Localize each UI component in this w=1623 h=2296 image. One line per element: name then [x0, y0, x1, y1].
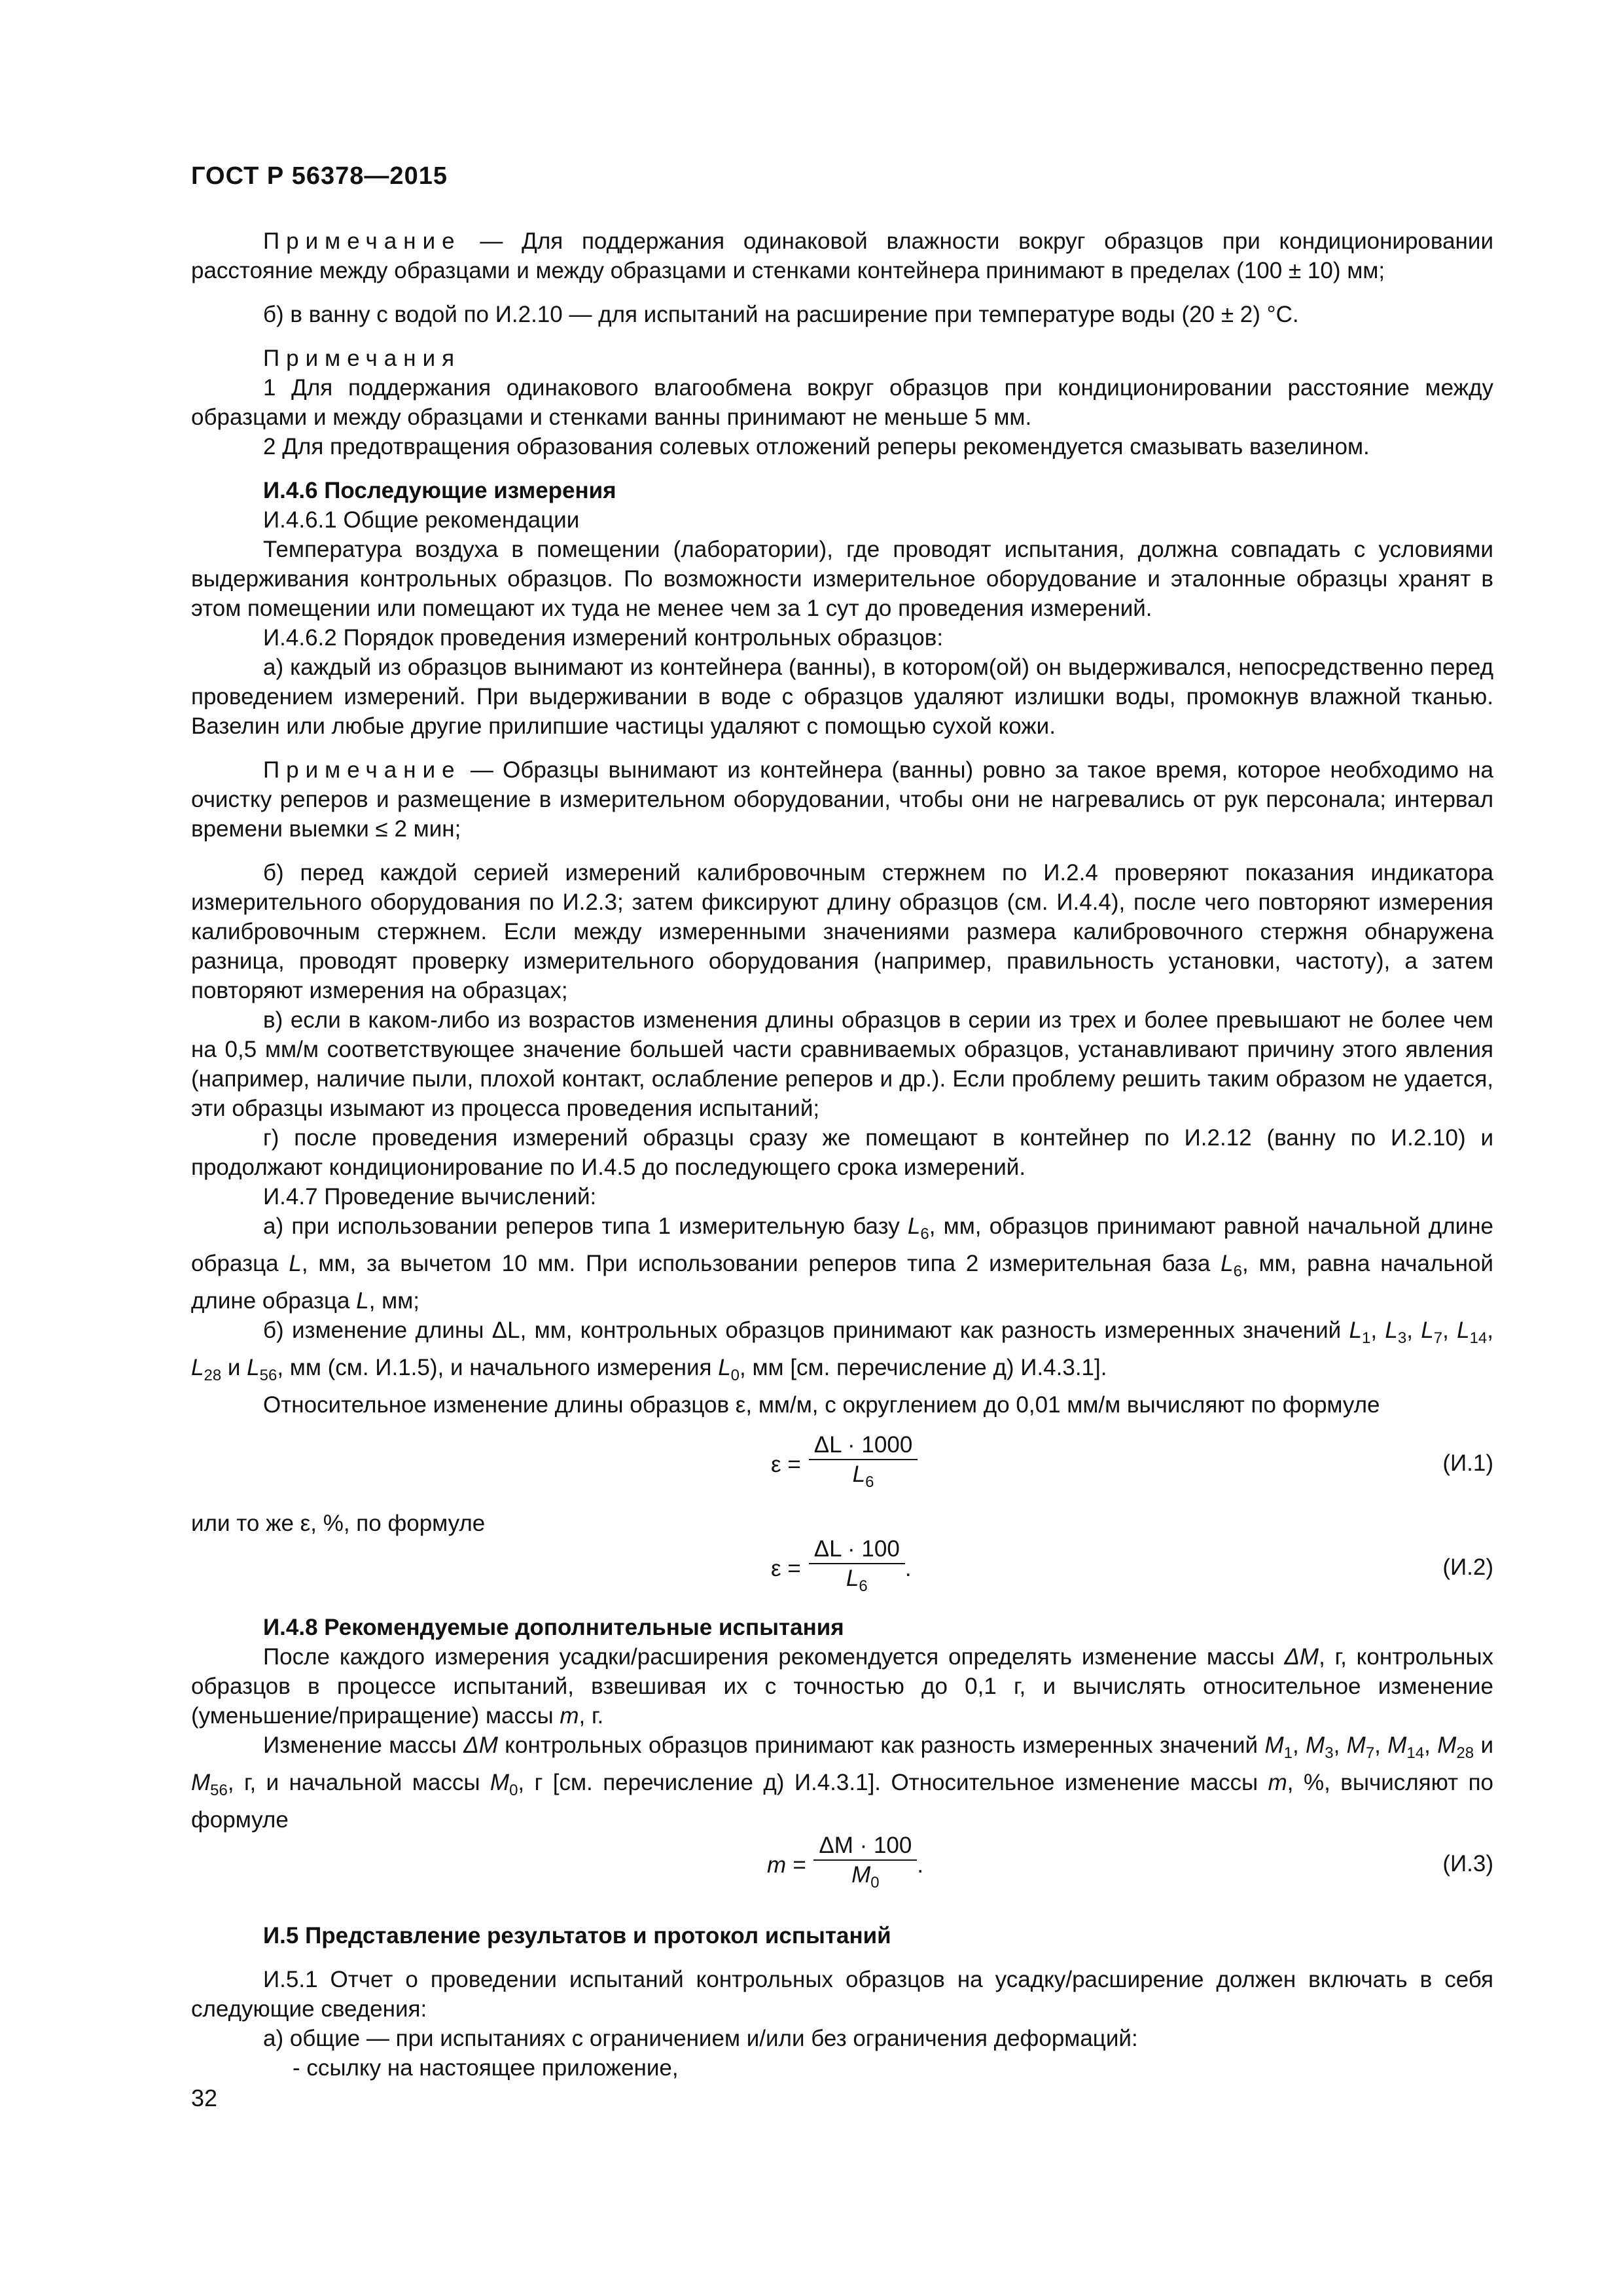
list-item-a: а) каждый из образцов вынимают из контейнера (ванны), в котором(ой) он выдерживался, непосредственно перед проведением измерений. При выдерживании в воде с образцов удаляют излишки воды, промокнув влажной тканью. Вазелин или любые другие прилипшие частицы удаляют с помощью сухой кожи. — [191, 655, 1493, 739]
paragraph-4-6-1: Температура воздуха в помещении (лаборатории), где проводят испытания, должна совпадать с условиями выдерживания контрольных образцов. По возможности измерительное оборудование и эталонные образцы хранят в этом помещении или помещают их туда не менее чем за 1 сут до проведения измерений. — [191, 537, 1493, 621]
note-text: — Для поддержания одинаковой влажности вокруг образцов при кондиционировании расстояние между образцами и между образцами и стенками контейнера принимают в пределах (100 ± 10) мм; — [191, 228, 1493, 283]
equation-number: (И.1) — [1442, 1450, 1493, 1476]
fraction-numerator: ΔL · 100 — [809, 1535, 905, 1564]
page-number: 32 — [191, 2085, 218, 2111]
fraction — [813, 1832, 917, 1897]
equation-3 — [191, 1835, 1493, 1895]
standard-header: ГОСТ Р 56378—2015 — [191, 162, 448, 190]
list-item-b: б) перед каждой серией измерений калибровочным стержнем по И.2.4 проверяют показания индикатора измерительного оборудования по И.2.3; затем фиксируют длину образцов (см. И.4.4), после чего повторяют измерения калибровочным стержнем. Если между измеренными значениями размера калибровочного стержня обнаружена разница, проводят проверку измерительного оборудования (например, правильность установки, частоту), а затем повторяют измерения на образцах; — [191, 860, 1493, 1003]
subsection-heading-4-6-2: И.4.6.2 Порядок проведения измерений контрольных образцов: — [263, 625, 944, 651]
section-heading-5: И.5 Представление результатов и протокол испытаний — [263, 1923, 891, 1948]
note-label: Примечание — [263, 757, 461, 783]
note-paragraph-2 — [191, 755, 1493, 844]
equation-lhs: ε = — [771, 1451, 801, 1477]
paragraph-5-1-dash: - ссылку на настоящее приложение, — [293, 2055, 679, 2081]
paragraph-5-1: И.5.1 Отчет о проведении испытаний контрольных образцов на усадку/расширение должен включать в себя следующие сведения: — [191, 1967, 1493, 2022]
equation-lhs: m = — [767, 1852, 806, 1878]
equation-end: . — [904, 1555, 912, 1581]
subsection-heading-4-7: И.4.7 Проведение вычислений: — [263, 1184, 597, 1210]
equation-end: . — [917, 1852, 924, 1878]
fraction — [809, 1431, 918, 1497]
note-text: — Образцы вынимают из контейнера (ванны) ровно за такое время, которое необходимо на очистку реперов и размещение в измерительном оборудовании, чтобы они не нагревались от рук персонала; интервал времени выемки ≤ 2 мин; — [191, 757, 1493, 842]
subsection-heading-4-6-1: И.4.6.1 Общие рекомендации — [263, 507, 580, 533]
equation-1 — [191, 1434, 1493, 1494]
equation-2 — [191, 1538, 1493, 1598]
calc-item-a: а) при использовании реперов типа 1 измерительную базу $L_6$, мм, образцов принимают равной начальной длине образца L, мм, за вычетом 10 мм. При использовании реперов типа 2 измерительная база $L_6$, мм, равна начальной длине образца L, мм; — [191, 1213, 1493, 1314]
list-item-g: г) после проведения измерений образцы сразу же помещают в контейнер по И.2.12 (ванну по И.2.10) и продолжают кондиционирование по И.4.5 до последующего срока измерений. — [191, 1125, 1493, 1180]
paragraph-5-1-a: а) общие — при испытаниях с ограничением и/или без ограничения деформаций: — [263, 2026, 1138, 2051]
fraction-denominator: $L_6$ — [852, 1462, 874, 1491]
list-item-b-bath: б) в ванну с водой по И.2.10 — для испытаний на расширение при температуре воды (20 ± 2) °С. — [263, 302, 1299, 327]
note-label: Примечание — [263, 228, 461, 254]
fraction-numerator: ΔL · 1000 — [809, 1431, 918, 1460]
fraction-denominator: $L_6$ — [846, 1566, 868, 1595]
equation-lhs: ε = — [771, 1555, 801, 1581]
notes-label — [191, 344, 1493, 373]
note-paragraph — [191, 226, 1493, 285]
or-same-paragraph: или то же ε, %, по формуле — [191, 1511, 486, 1536]
fraction-numerator: ΔM · 100 — [813, 1832, 917, 1861]
page-content — [191, 226, 1493, 2083]
section-heading-4-6: И.4.6 Последующие измерения — [263, 478, 616, 503]
equation-number: (И.2) — [1442, 1554, 1493, 1580]
paragraph-4-8-2: Изменение массы ΔM контрольных образцов принимают как разность измеренных значений $M_1$, $M_3$, $M_7$, $M_{14}$, $M_{28}$ и $M_{56}$, г, и начальной массы $M_0$, г [см. перечисление д) И.4.3.1]. Относительное изменение массы m, %, вычисляют по формуле — [191, 1732, 1493, 1833]
list-item-v: в) если в каком-либо из возрастов изменения длины образцов в серии из трех и более превышают не более чем на 0,5 мм/м соответствующее значение большей части сравниваемых образцов, устанавливают причину этого явления (например, наличие пыли, плохой контакт, ослабление реперов и др.). Если проблему решить таким образом не удается, эти образцы изымают из процесса проведения испытаний; — [191, 1007, 1493, 1121]
fraction — [809, 1535, 905, 1601]
note-2: 2 Для предотвращения образования солевых отложений реперы рекомендуется смазывать вазелином. — [263, 434, 1370, 459]
paragraph-4-8-1: После каждого измерения усадки/расширения рекомендуется определять изменение массы ΔM, г, контрольных образцов в процессе испытаний, взвешивая их с точностью до 0,1 г, и вычислять относительное изменение (уменьшение/приращение) массы m, г. — [191, 1644, 1493, 1729]
equation-number: (И.3) — [1442, 1851, 1493, 1876]
fraction-denominator: $M_0$ — [851, 1862, 880, 1892]
section-heading-4-8: И.4.8 Рекомендуемые дополнительные испытания — [263, 1615, 844, 1640]
note-1: 1 Для поддержания одинакового влагообмена вокруг образцов при кондиционировании расстояние между образцами и между образцами и стенками ванны принимают не меньше 5 мм. — [191, 375, 1493, 430]
relative-change-paragraph: Относительное изменение длины образцов ε, мм/м, с округлением до 0,01 мм/м вычисляют по формуле — [263, 1392, 1380, 1418]
calc-item-b: б) изменение длины ΔL, мм, контрольных образцов принимают как разность измеренных значений $L_1$, $L_3$, $L_7$, $L_{14}$, $L_{28}$ и $L_{56}$, мм (см. И.1.5), и начального измерения $L_0$, мм [см. перечисление д) И.4.3.1]. — [191, 1318, 1493, 1384]
notes-label-text: Примечания — [263, 346, 461, 371]
